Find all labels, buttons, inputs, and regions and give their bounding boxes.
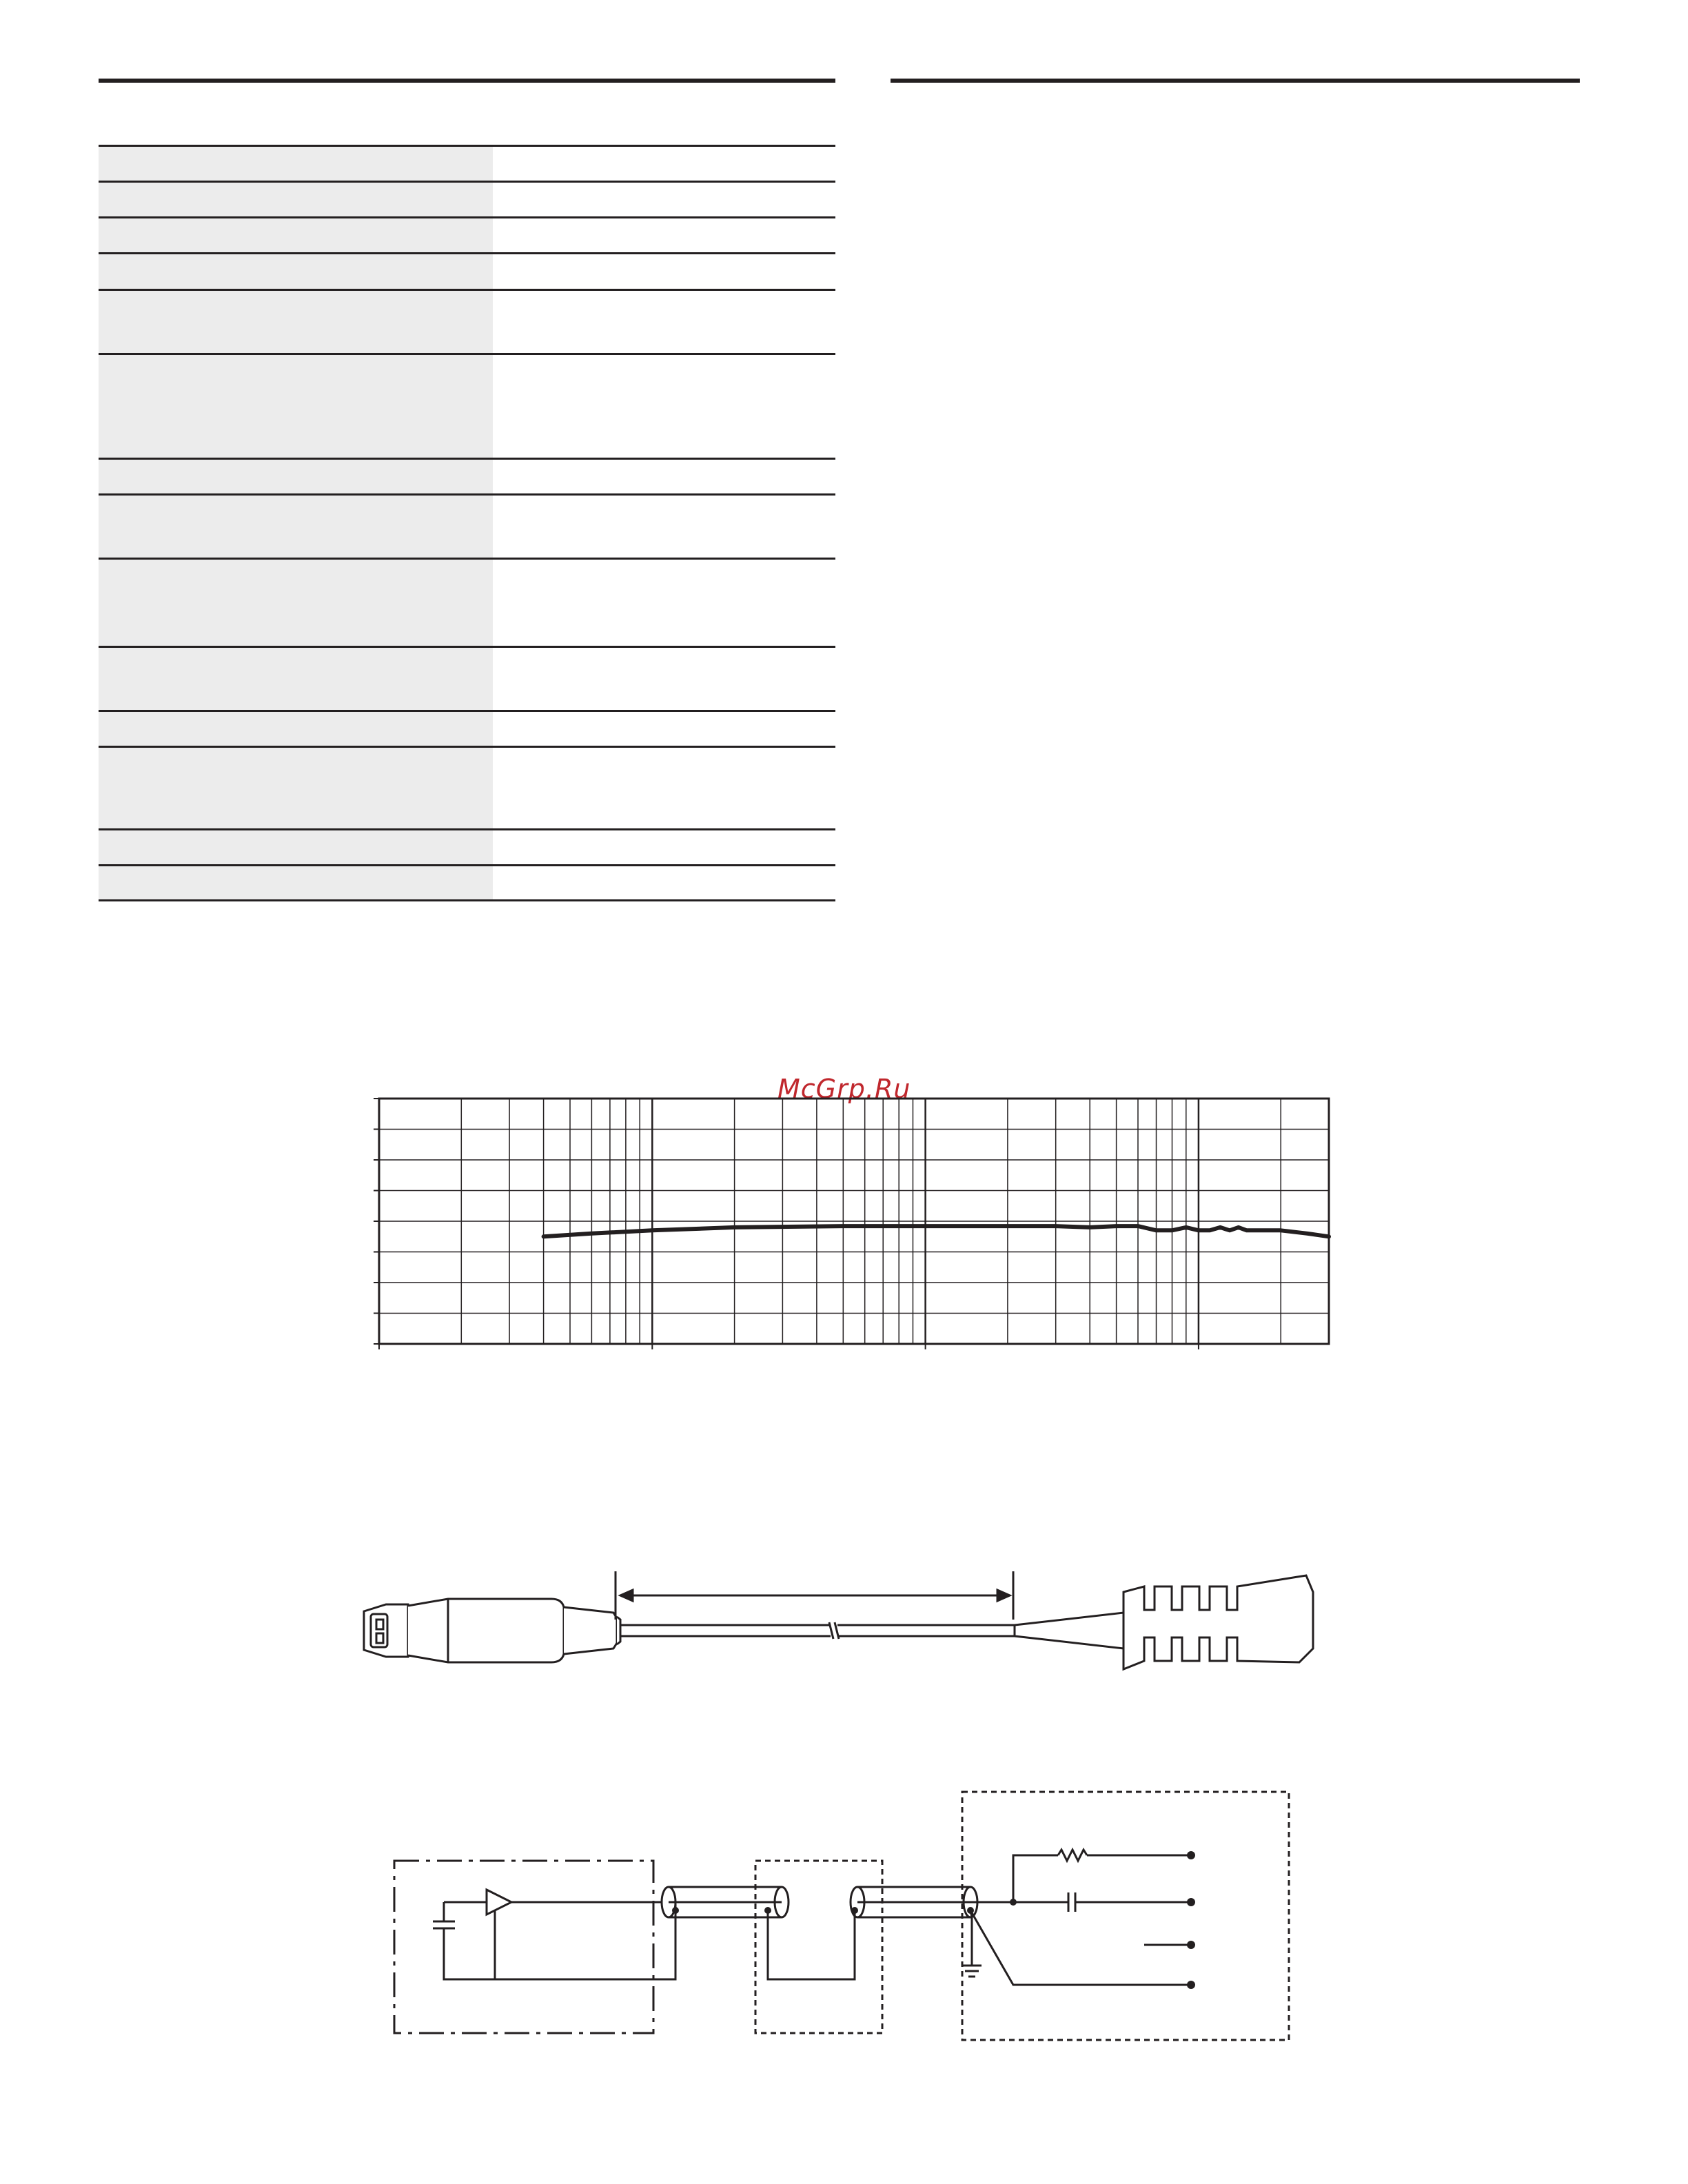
cable-assembly-illustration bbox=[345, 1571, 1337, 1695]
watermark-text: McGrp.Ru bbox=[777, 1074, 911, 1104]
spec-value bbox=[493, 648, 835, 710]
spec-value bbox=[493, 830, 835, 864]
resistor-icon bbox=[1058, 1850, 1087, 1861]
frequency-response-chart bbox=[372, 1096, 1351, 1371]
spec-label bbox=[99, 460, 493, 493]
amplifier-icon bbox=[487, 1890, 511, 1915]
spec-value bbox=[493, 866, 835, 899]
microphone-block bbox=[394, 1861, 653, 2033]
spec-label bbox=[99, 830, 493, 864]
spec-value bbox=[493, 355, 835, 458]
spec-row bbox=[99, 252, 835, 289]
spec-label bbox=[99, 748, 493, 828]
spec-row bbox=[99, 216, 835, 252]
spec-value bbox=[493, 496, 835, 558]
spec-row bbox=[99, 828, 835, 864]
spec-row bbox=[99, 746, 835, 828]
right-column-header-rule bbox=[891, 79, 1580, 83]
spec-label bbox=[99, 218, 493, 252]
spec-value bbox=[493, 218, 835, 252]
terminal-dots bbox=[672, 1851, 1195, 1989]
spec-value bbox=[493, 748, 835, 828]
spec-row bbox=[99, 458, 835, 493]
frequency-response-curve bbox=[544, 1226, 1329, 1236]
cable-length-dimension bbox=[616, 1571, 1013, 1620]
ground-icon bbox=[962, 1950, 982, 1977]
spec-label bbox=[99, 866, 493, 899]
spec-row bbox=[99, 864, 835, 901]
spec-label bbox=[99, 254, 493, 289]
strain-relief-icon bbox=[1015, 1575, 1313, 1669]
spec-value bbox=[493, 460, 835, 493]
spec-row bbox=[99, 289, 835, 353]
chart-ticks bbox=[374, 1099, 1199, 1349]
spec-label bbox=[99, 147, 493, 181]
receiver-block bbox=[962, 1792, 1289, 2040]
spec-label bbox=[99, 648, 493, 710]
spec-row bbox=[99, 558, 835, 646]
spec-label bbox=[99, 560, 493, 646]
spec-value bbox=[493, 560, 835, 646]
spec-value bbox=[493, 183, 835, 216]
wiring-schematic bbox=[386, 1785, 1296, 2054]
spec-label bbox=[99, 291, 493, 353]
mini-connector-icon bbox=[364, 1599, 620, 1662]
spec-value bbox=[493, 147, 835, 181]
spec-row bbox=[99, 181, 835, 216]
spec-row bbox=[99, 353, 835, 458]
spec-row bbox=[99, 710, 835, 746]
spec-value bbox=[493, 291, 835, 353]
spec-label bbox=[99, 183, 493, 216]
spec-value bbox=[493, 712, 835, 746]
spec-row bbox=[99, 493, 835, 558]
spec-label bbox=[99, 355, 493, 458]
spec-label bbox=[99, 496, 493, 558]
cable-icon bbox=[620, 1622, 1015, 1639]
specification-table bbox=[99, 145, 835, 901]
chart-grid bbox=[379, 1099, 1329, 1344]
spec-row bbox=[99, 646, 835, 710]
spec-row bbox=[99, 145, 835, 181]
spec-value bbox=[493, 254, 835, 289]
left-column-header-rule bbox=[99, 79, 835, 83]
spec-label bbox=[99, 712, 493, 746]
